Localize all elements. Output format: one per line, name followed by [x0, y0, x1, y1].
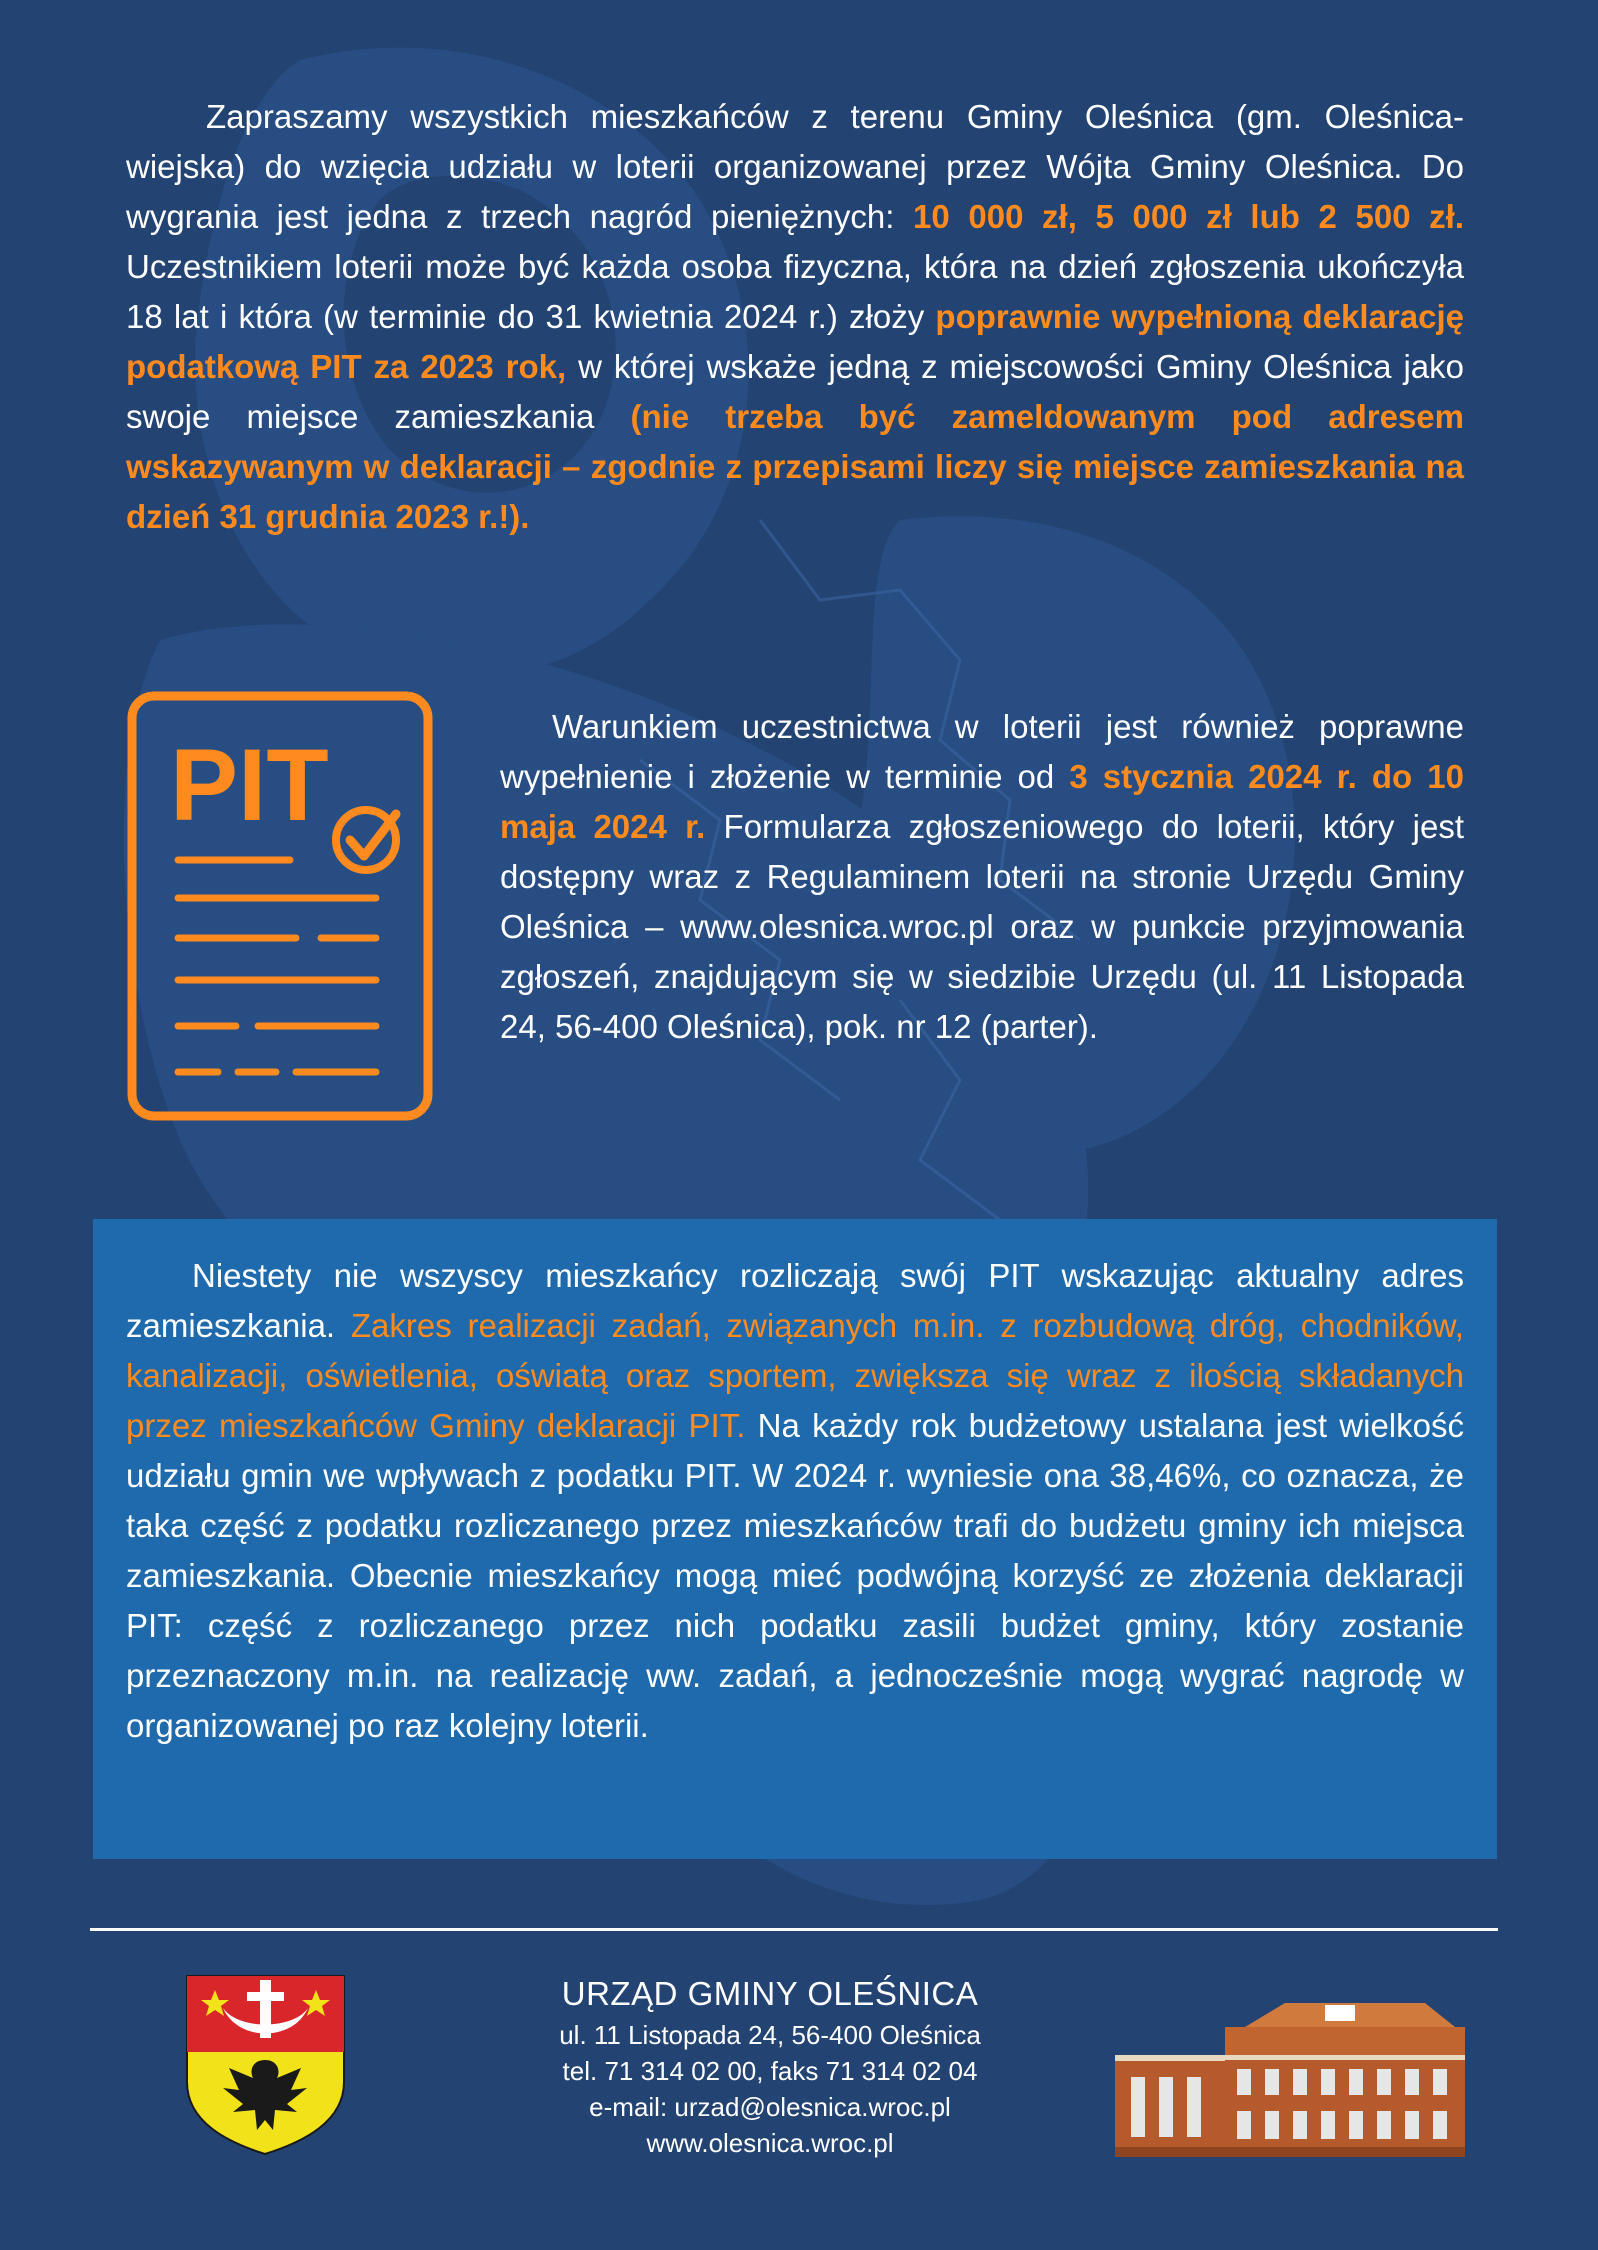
town-hall-building-icon — [1115, 1997, 1465, 2157]
pit-label: PIT — [170, 728, 329, 842]
declaration-highlight: poprawnie wypełnioną deklarację podatkową PIT za 2023 rok, — [126, 298, 1464, 385]
footer-office-name: URZĄD GMINY OLEŚNICA — [561, 1975, 979, 2012]
conditions-paragraph — [500, 702, 1464, 1052]
dates-highlight: 3 stycznia 2024 r. do 10 maja 2024 r. — [500, 758, 1464, 845]
footer-website: www.olesnica.wroc.pl — [646, 2128, 894, 2158]
coat-of-arms-icon — [183, 1972, 348, 2157]
prizes-highlight: 10 000 zł, 5 000 zł lub 2 500 zł. — [913, 198, 1464, 235]
conditions-text-2: Formularza zgłoszeniowego do loterii, który jest dostępny wraz z Regulaminem loterii na stronie Urzędu Gminy Oleśnica – www.olesnica.wroc.pl oraz w punkcie przyjmowania zgłoszeń, znajdującym się w siedzibie Urzędu (ul. 11 Listopada 24, 56-400 Oleśnica), pok. nr 12 (parter). — [500, 808, 1465, 1045]
footer-address: ul. 11 Listopada 24, 56-400 Oleśnica — [559, 2020, 981, 2050]
conditions-text-1: Warunkiem uczestnictwa w loterii jest również poprawne wypełnienie i złożenie w terminie od — [500, 708, 1464, 795]
intro-text-2: Uczestnikiem loterii może być każda osoba fizyczna, która na dzień zgłoszenia ukończyła 18 lat i która (w terminie do 31 kwietnia 2024 r.) złoży — [126, 248, 1464, 335]
budget-paragraph — [126, 1251, 1464, 1751]
residence-note-highlight: (nie trzeba być zameldowanym pod adresem wskazywanym w deklaracji – zgodnie z przepisami liczy się miejsce zamieszkania na dzień 31 grudnia 2023 r.!). — [126, 398, 1464, 535]
intro-text-1: Zapraszamy wszystkich mieszkańców z terenu Gminy Oleśnica (gm. Oleśnica-wiejska) do wzięcia udziału w loterii organizowanej przez Wójta Gminy Oleśnica. Do wygrania jest jedna z trzech nagród pieniężnych: — [126, 98, 1464, 235]
pit-document-icon — [126, 690, 446, 1130]
intro-paragraph — [126, 92, 1464, 542]
budget-text-1: Niestety nie wszyscy mieszkańcy rozliczają swój PIT wskazując aktualny adres zamieszkania. — [126, 1257, 1464, 1344]
footer-phone: tel. 71 314 02 00, faks 71 314 02 04 — [562, 2056, 978, 2086]
footer-divider — [90, 1928, 1498, 1931]
intro-text-3: w której wskaże jedną z miejscowości Gminy Oleśnica jako swoje miejsce zamieszkania — [126, 348, 1464, 435]
footer-email: e-mail: urzad@olesnica.wroc.pl — [589, 2092, 951, 2122]
budget-text-2: Na każdy rok budżetowy ustalana jest wielkość udziału gmin we wpływach z podatku PIT. W 2024 r. wyniesie ona 38,46%, co oznacza, że taka część z podatku rozliczanego przez mieszkańców trafi do budżetu gminy ich miejsca zamieszkania. Obecnie mieszkańcy mogą mieć podwójną korzyść ze złożenia deklaracji PIT: część z rozliczanego przez nich podatku zasili budżet gminy, który zostanie przeznaczony m.in. na realizację ww. zadań, a jednocześnie mogą wygrać nagrodę w organizowanej po raz kolejny loterii. — [126, 1407, 1464, 1744]
budget-highlight: Zakres realizacji zadań, związanych m.in. z rozbudową dróg, chodników, kanalizacji, oświetlenia, oświatą oraz sportem, zwiększa się wraz z ilością składanych przez mieszkańców Gminy deklaracji PIT. — [126, 1307, 1464, 1444]
